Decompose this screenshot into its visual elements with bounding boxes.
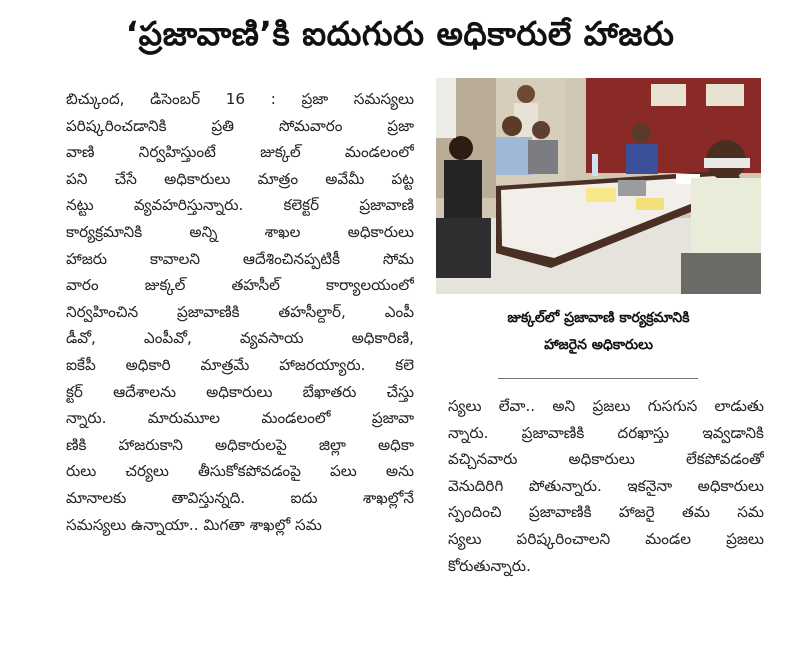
- article-line: స్యలు పరిష్కరించాలని మండల ప్రజలు: [448, 529, 764, 548]
- article-line: బిచ్కుంద, డిసెంబర్ 16 : ప్రజా సమస్యలు: [66, 90, 414, 108]
- article-line: మానాలకు తావిస్తున్నది. ఐదు శాఖల్లోనే: [66, 488, 414, 507]
- article-line: వాణి నిర్వహిస్తుంటే జుక్కల్ మండలంలో: [66, 143, 414, 162]
- article-line: కోరుతున్నారు.: [448, 556, 531, 575]
- article-line: హాజరు కావాలని ఆదేశించినప్పటికీ సోమ: [66, 249, 414, 268]
- article-line: వచ్చినవారు అధికారులు లేకపోవడంతో: [448, 450, 764, 469]
- article-line: డీవో, ఎంపీవో, వ్యవసాయ అధికారిణి,: [66, 329, 414, 348]
- article-line: క్టర్ ఆదేశాలను అధికారులు బేఖాతరు చేస్తు: [66, 382, 414, 401]
- article-line: పని చేసే అధికారులు మాత్రం అవేమీ పట్ట: [66, 169, 414, 188]
- article-line: న్నారు. మారుమూల మండలంలో ప్రజావా: [66, 409, 414, 428]
- meeting-photo: [436, 78, 761, 294]
- article-line: పరిష్కరించడానికి ప్రతి సోమవారం ప్రజా: [66, 116, 414, 135]
- photo-caption: [436, 305, 761, 359]
- article-line: వెనుదిరిగి పోతున్నారు. ఇకనైనా అధికారులు: [448, 476, 764, 495]
- article-line: స్యలు లేవా.. అని ప్రజలు గుసగుస లాడుతు: [448, 397, 764, 415]
- right-column-text: [448, 393, 764, 579]
- article-line: రులు చర్యలు తీసుకోకపోవడంపై పలు అను: [66, 462, 414, 481]
- article-line: కార్యక్రమానికి అన్ని శాఖల అధికారులు: [66, 222, 414, 241]
- caption-divider: [498, 378, 698, 379]
- left-column-text: [66, 86, 414, 538]
- article-line: ఐకేపీ అధికారి మాత్రమే హాజరయ్యారు. కలె: [66, 355, 414, 374]
- article-line: ణికి హాజరుకాని అధికారులపై జిల్లా అధికా: [66, 435, 414, 454]
- headline: ‘ప్రజావాణి’కి ఐదుగురు అధికారులే హాజరు: [125, 13, 675, 53]
- article-line: నిర్వహించిన ప్రజావాణికి తహసీల్దార్, ఎంపీ: [66, 302, 414, 321]
- caption-line: హాజరైన అధికారులు: [544, 337, 653, 353]
- article-line: సమస్యలు ఉన్నాయా.. మిగతా శాఖల్లో సమ: [66, 515, 322, 534]
- article-line: వారం జుక్కల్ తహసీల్ కార్యాలయంలో: [66, 276, 414, 295]
- article-line: స్పందించి ప్రజావాణికి హాజరై తమ సమ: [448, 503, 764, 522]
- meeting-photo-icon: [436, 78, 761, 294]
- article-line: నట్టు వ్యవహరిస్తున్నారు. కలెక్టర్ ప్రజావాణి: [66, 196, 414, 215]
- caption-line: జుక్కల్‌లో ప్రజావాణి కార్యక్రమానికి: [507, 310, 690, 326]
- article-line: న్నారు. ప్రజావాణికి దరఖాస్తు ఇవ్వడానికి: [448, 423, 764, 442]
